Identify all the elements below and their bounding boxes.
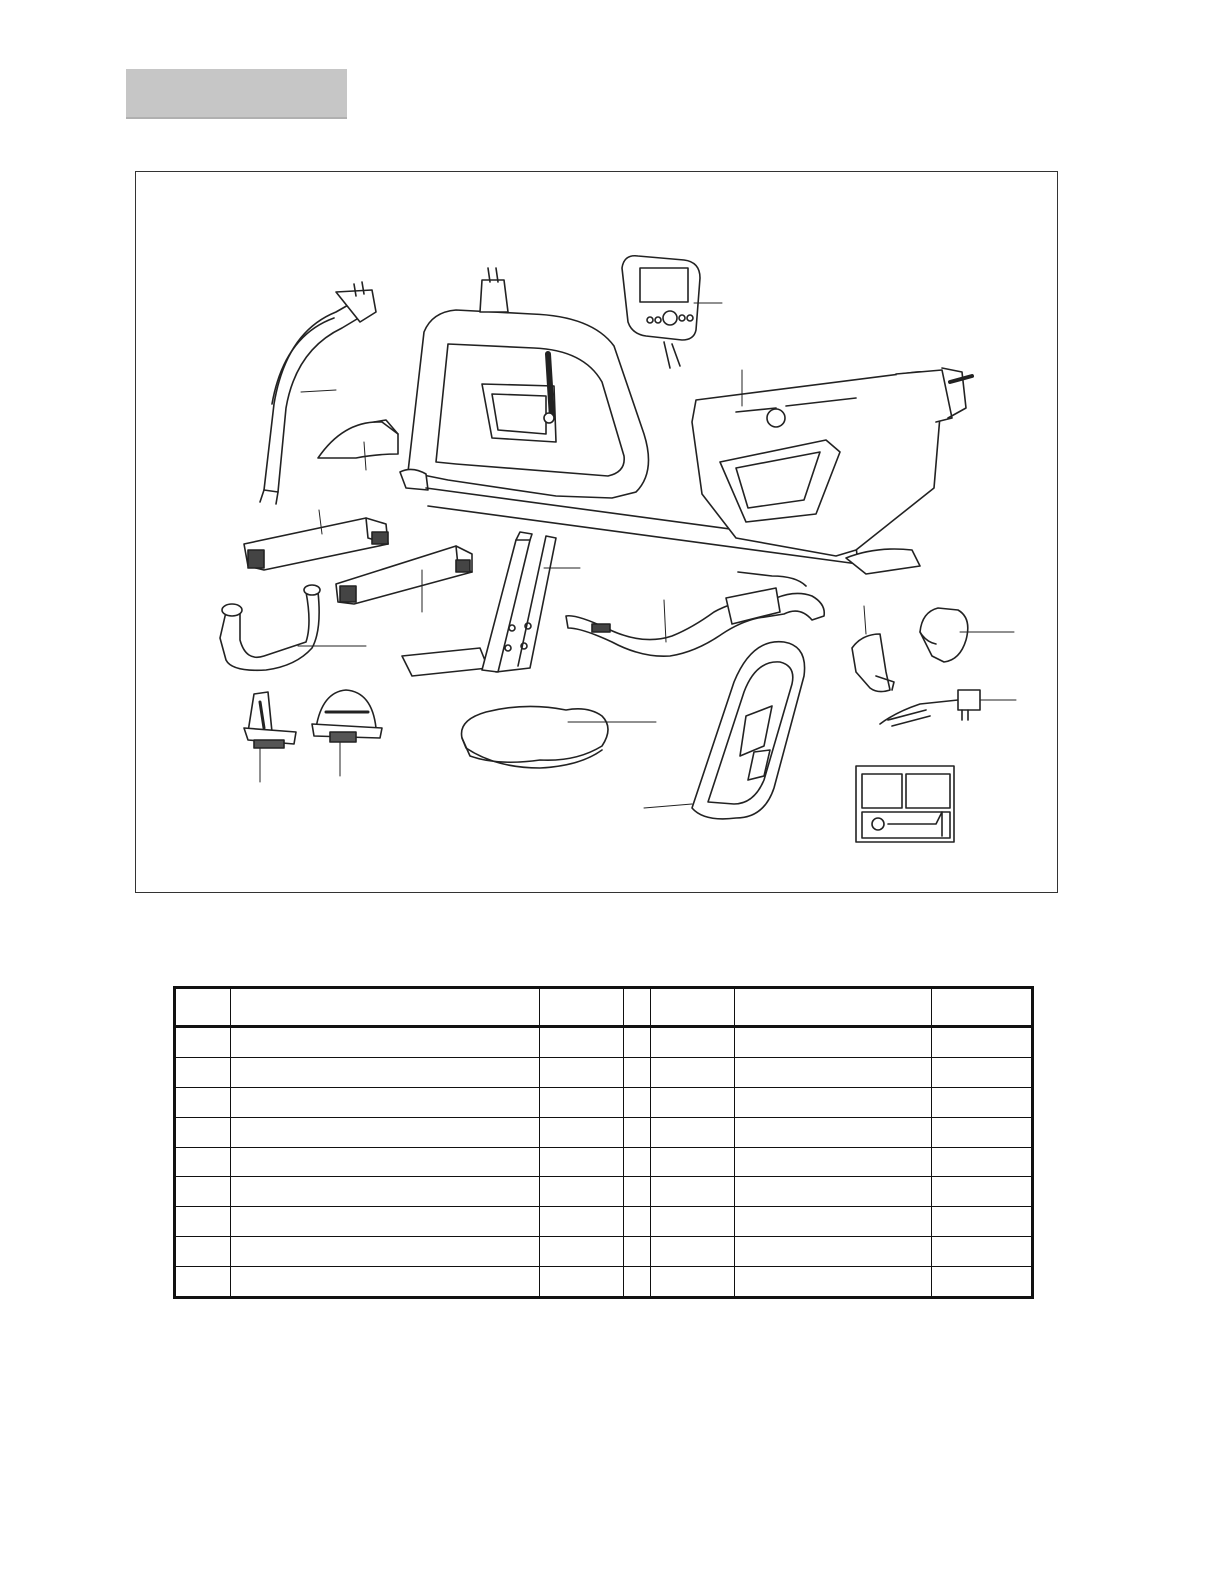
table-row <box>175 1237 1033 1267</box>
console-part <box>622 256 722 368</box>
table-cell <box>651 1237 735 1267</box>
table-cell <box>624 1267 651 1298</box>
table-cell <box>540 1177 624 1207</box>
table-cell <box>735 1147 932 1177</box>
table-row <box>175 1087 1033 1117</box>
post-cover-part <box>318 420 398 470</box>
right-cover-part <box>920 608 1014 662</box>
table-cell <box>231 1177 540 1207</box>
table-cell <box>735 1057 932 1087</box>
table-cell <box>624 1177 651 1207</box>
adapter-part <box>880 690 1016 726</box>
table-cell <box>932 1057 1033 1087</box>
table-cell <box>651 1027 735 1058</box>
table-cell <box>932 1237 1033 1267</box>
table-cell <box>735 1207 932 1237</box>
table-cell <box>624 1147 651 1177</box>
seat-part <box>462 706 657 768</box>
parts-list-table <box>173 986 1034 1299</box>
col-header <box>735 988 932 1027</box>
table-cell <box>735 1027 932 1058</box>
table-cell <box>735 1237 932 1267</box>
table-cell <box>175 1267 231 1298</box>
table-header-row <box>175 988 1033 1027</box>
table-cell <box>932 1207 1033 1237</box>
col-header <box>651 988 735 1027</box>
table-cell <box>540 1207 624 1237</box>
section-title-box <box>126 69 347 119</box>
table-cell <box>540 1027 624 1058</box>
table-cell <box>624 1057 651 1087</box>
table-cell <box>651 1087 735 1117</box>
table-cell <box>540 1057 624 1087</box>
table-cell <box>175 1087 231 1117</box>
seat-frame-part <box>402 532 580 676</box>
table-cell <box>624 1207 651 1237</box>
table-cell <box>651 1147 735 1177</box>
col-header <box>932 988 1033 1027</box>
table-cell <box>231 1267 540 1298</box>
table-cell <box>932 1267 1033 1298</box>
front-post-part <box>260 282 376 504</box>
table-cell <box>651 1117 735 1147</box>
table-cell <box>651 1267 735 1298</box>
table-cell <box>735 1117 932 1147</box>
table-cell <box>175 1027 231 1058</box>
pedal-left-part <box>244 692 296 782</box>
table-cell <box>735 1177 932 1207</box>
hardware-pack-part <box>856 766 954 842</box>
table-cell <box>231 1147 540 1177</box>
table-cell <box>624 1087 651 1117</box>
table-cell <box>540 1267 624 1298</box>
table-cell <box>651 1057 735 1087</box>
table-cell <box>540 1117 624 1147</box>
table-cell <box>624 1117 651 1147</box>
table-cell <box>231 1027 540 1058</box>
table-cell <box>651 1207 735 1237</box>
table-cell <box>932 1147 1033 1177</box>
table-row <box>175 1057 1033 1087</box>
table-cell <box>932 1087 1033 1117</box>
table-cell <box>651 1177 735 1207</box>
table-row <box>175 1027 1033 1058</box>
table-row <box>175 1207 1033 1237</box>
pedal-right-part <box>312 690 382 776</box>
table-cell <box>735 1087 932 1117</box>
table-row <box>175 1267 1033 1298</box>
table-cell <box>175 1117 231 1147</box>
exploded-parts-diagram <box>135 171 1058 893</box>
table-cell <box>540 1147 624 1177</box>
table-cell <box>231 1207 540 1237</box>
table-cell <box>540 1087 624 1117</box>
table-cell <box>932 1177 1033 1207</box>
table-cell <box>624 1237 651 1267</box>
table-cell <box>175 1177 231 1207</box>
col-header <box>175 988 231 1027</box>
table-cell <box>175 1147 231 1177</box>
table-row <box>175 1117 1033 1147</box>
table-row <box>175 1177 1033 1207</box>
table-cell <box>231 1117 540 1147</box>
table-cell <box>175 1237 231 1267</box>
backrest-part <box>644 642 805 819</box>
col-header <box>540 988 624 1027</box>
table-cell <box>175 1057 231 1087</box>
table-cell <box>540 1237 624 1267</box>
col-header <box>231 988 540 1027</box>
table-cell <box>932 1027 1033 1058</box>
table-cell <box>231 1087 540 1117</box>
table-cell <box>624 1027 651 1058</box>
table-cell <box>231 1057 540 1087</box>
col-header <box>624 988 651 1027</box>
rear-stabilizer-part <box>336 546 472 612</box>
table-cell <box>932 1117 1033 1147</box>
table-row <box>175 1147 1033 1177</box>
front-stabilizer-part <box>244 510 388 570</box>
left-cover-part <box>852 606 894 692</box>
table-cell <box>175 1207 231 1237</box>
table-cell <box>231 1237 540 1267</box>
table-cell <box>735 1267 932 1298</box>
